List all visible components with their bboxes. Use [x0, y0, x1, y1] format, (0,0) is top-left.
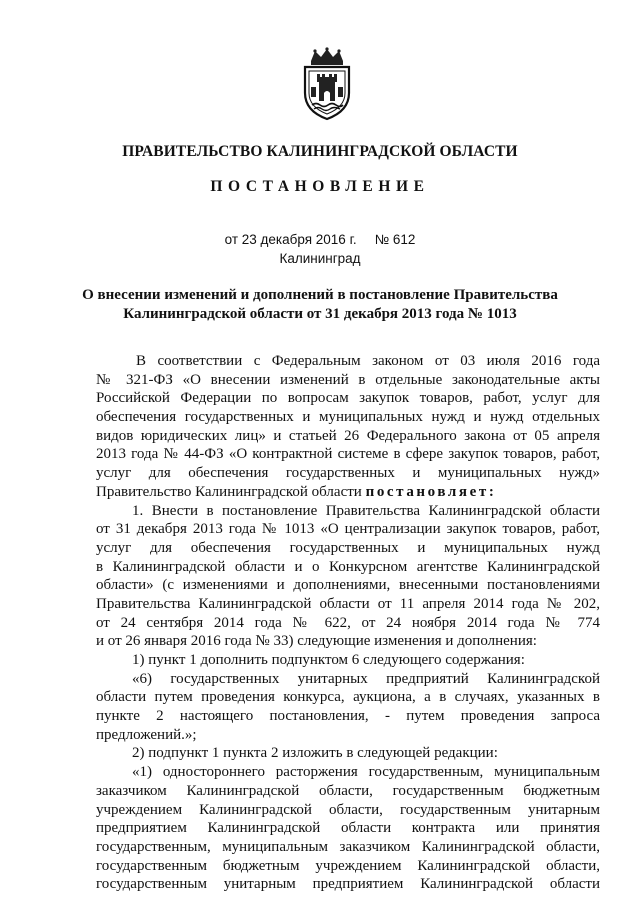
- subject-line: Калининградской области от 31 декабря 2013 года № 1013: [123, 306, 517, 322]
- government-subject: Правительство Калининградской области: [96, 483, 362, 500]
- body-line: от 31 декабря 2013 года № 1013 «О централизации закупок товаров, работ,: [96, 521, 600, 538]
- body-line: услуг для обеспечения государственных и муниципальных нужд»: [96, 465, 600, 482]
- body-line: Российской Федерации по вопросам закупок товаров, работ, услуг для: [96, 390, 600, 407]
- body-line: области путем проведения конкурса, аукциона, а в случаях, указанных в: [96, 689, 600, 706]
- body-line: № 321-ФЗ «О внесении изменений в отдельные законодательные акты: [96, 371, 600, 388]
- body-line: государственным унитарным предприятием Калининградской области: [96, 876, 600, 893]
- body-line: предложений.»;: [96, 726, 197, 743]
- subject-line: О внесении изменений и дополнений в постановление Правительства: [82, 287, 558, 303]
- document-date: от 23 декабря 2016 г.: [224, 232, 357, 247]
- body-line: и от 26 января 2016 года № 33) следующие изменения и дополнения:: [96, 633, 537, 650]
- decree-keyword: постановляет:: [365, 483, 497, 500]
- body-line: видов юридических лиц» и статьей 26 Федерального закона от 05 апреля: [96, 427, 600, 444]
- body-line: в Калининградской области и о Конкурсном агентстве Калининградской: [96, 558, 600, 575]
- body-line: области» (с изменениями и дополнениями, внесенными постановлениями: [96, 577, 600, 594]
- government-title: ПРАВИТЕЛЬСТВО КАЛИНИНГРАДСКОЙ ОБЛАСТИ: [122, 143, 518, 160]
- body-line: «6) государственных унитарных предприятий Калининградской: [132, 670, 600, 687]
- document-body: [96, 352, 600, 894]
- body-line: государственным, муниципальным заказчиком Калининградской области,: [96, 838, 600, 855]
- body-line: 2) подпункт 1 пункта 2 изложить в следующей редакции:: [132, 745, 498, 762]
- body-line: «1) одностороннего расторжения государственным, муниципальным: [132, 764, 600, 781]
- document-number: № 612: [374, 232, 416, 247]
- body-line: 2013 года № 44-ФЗ «О контрактной системе в сфере закупок товаров, работ,: [96, 446, 600, 463]
- body-line: от 24 сентября 2014 года № 622, от 24 ноября 2014 года № 774: [96, 614, 600, 631]
- body-line: обеспечения государственных и муниципальных нужд и нужд отдельных: [96, 409, 600, 426]
- body-line: 1) пункт 1 дополнить подпунктом 6 следующего содержания:: [132, 652, 525, 668]
- body-line: предприятием Калининградской области контракта или принятия: [96, 820, 600, 837]
- body-line: пункте 2 настоящего постановления, - путем проведения запроса: [96, 708, 600, 725]
- date-line: [0, 232, 640, 247]
- body-line: государственным бюджетным учреждением Калининградской области,: [96, 857, 600, 874]
- body-line: заказчиком Калининградской области, государственным бюджетным: [96, 782, 600, 799]
- body-line: услуг для обеспечения государственных и муниципальных нужд: [96, 539, 600, 556]
- coat-of-arms-icon: [297, 47, 357, 121]
- document-subject: [0, 286, 640, 324]
- body-line: 1. Внести в постановление Правительства Калининградской области: [132, 502, 600, 519]
- body-line: Правительства Калининградской области от 11 апреля 2014 года № 202,: [96, 595, 600, 612]
- body-line: В соответствии с Федеральным законом от 03 июля 2016 года: [136, 353, 600, 369]
- document-city: Калининград: [279, 251, 361, 266]
- body-line: [96, 483, 600, 502]
- body-line: учреждением Калининградской области, государственным унитарным: [96, 801, 600, 818]
- document-type: ПОСТАНОВЛЕНИЕ: [210, 178, 430, 195]
